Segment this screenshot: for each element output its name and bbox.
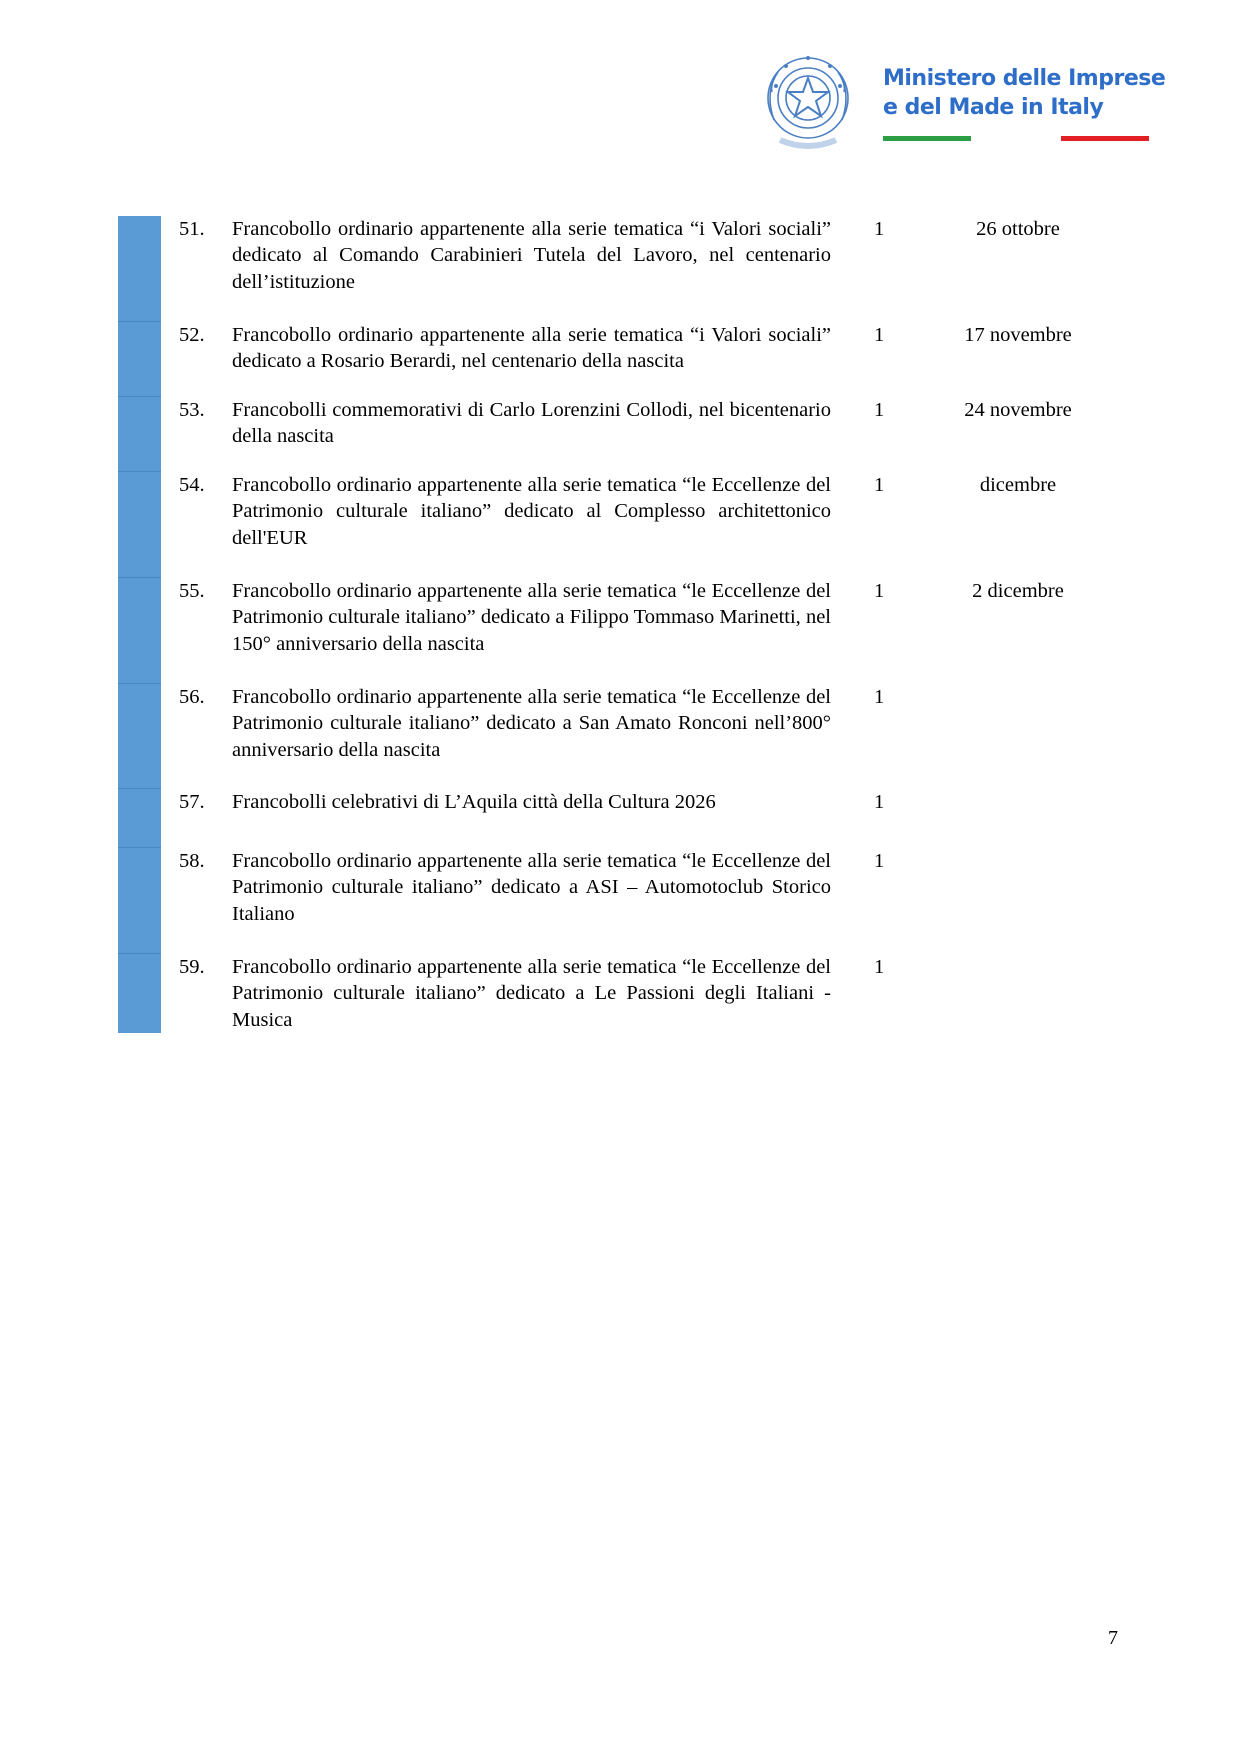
row-number: 58. bbox=[179, 850, 205, 872]
row-band bbox=[118, 577, 161, 683]
row-description: Francobolli celebrativi di L’Aquila città della Cultura 2026 bbox=[232, 791, 716, 813]
row-description: Francobolli commemorativi di Carlo Lorenzini Collodi, nel bicentenario della nascita bbox=[232, 399, 831, 448]
row-number: 53. bbox=[179, 399, 205, 421]
row-number: 52. bbox=[179, 324, 205, 346]
row-date: dicembre bbox=[979, 474, 1057, 496]
row-quantity: 1 bbox=[874, 218, 885, 240]
row-band bbox=[118, 396, 161, 471]
row-description: Francobollo ordinario appartenente alla serie tematica “le Eccellenze del Patrimonio culturale italiano” dedicato a ASI – Automotoclub Storico Italiano bbox=[232, 850, 831, 925]
row-date: 17 novembre bbox=[964, 324, 1072, 346]
row-number: 55. bbox=[179, 580, 205, 602]
row-band bbox=[118, 216, 161, 321]
row-separator bbox=[118, 953, 161, 954]
flag-red-bar bbox=[1061, 136, 1149, 141]
row-separator bbox=[118, 847, 161, 848]
flag-green-bar bbox=[883, 136, 971, 141]
row-number: 57. bbox=[179, 791, 205, 813]
row-band bbox=[118, 683, 161, 788]
row-description: Francobollo ordinario appartenente alla serie tematica “le Eccellenze del Patrimonio culturale italiano” dedicato a Filippo Tommaso Marinetti, nel 150° anniversario della nascita bbox=[232, 580, 831, 655]
row-number: 59. bbox=[179, 956, 205, 978]
row-separator bbox=[118, 321, 161, 322]
row-description: Francobollo ordinario appartenente alla serie tematica “le Eccellenze del Patrimonio culturale italiano” dedicato a Le Passioni degli Italiani - Musica bbox=[232, 956, 831, 1031]
row-description: Francobollo ordinario appartenente alla serie tematica “i Valori sociali” dedicato al Comando Carabinieri Tutela del Lavoro, nel centenario dell’istituzione bbox=[232, 218, 831, 293]
ministry-header bbox=[760, 48, 1166, 163]
row-band bbox=[118, 847, 161, 953]
row-separator bbox=[118, 471, 161, 472]
row-description: Francobollo ordinario appartenente alla serie tematica “i Valori sociali” dedicato a Rosario Berardi, nel centenario della nascita bbox=[232, 324, 831, 373]
row-separator bbox=[118, 788, 161, 789]
row-quantity: 1 bbox=[874, 474, 885, 496]
row-date: 26 ottobre bbox=[976, 218, 1060, 240]
row-separator bbox=[118, 577, 161, 578]
row-band bbox=[118, 788, 161, 847]
row-number: 51. bbox=[179, 218, 205, 240]
row-description: Francobollo ordinario appartenente alla serie tematica “le Eccellenze del Patrimonio culturale italiano” dedicato a San Amato Ronconi nell’800° anniversario della nascita bbox=[232, 686, 831, 761]
row-quantity: 1 bbox=[874, 324, 885, 346]
row-quantity: 1 bbox=[874, 686, 885, 708]
row-band bbox=[118, 471, 161, 577]
page-number: 7 bbox=[1108, 1627, 1118, 1649]
row-quantity: 1 bbox=[874, 850, 885, 872]
row-description: Francobollo ordinario appartenente alla serie tematica “le Eccellenze del Patrimonio culturale italiano” dedicato al Complesso architettonico dell'EUR bbox=[232, 474, 831, 549]
row-band bbox=[118, 321, 161, 396]
row-separator bbox=[118, 683, 161, 684]
ministry-name-line1: Ministero delle Imprese bbox=[883, 66, 1166, 91]
row-quantity: 1 bbox=[874, 399, 885, 421]
row-number: 56. bbox=[179, 686, 205, 708]
row-date: 24 novembre bbox=[964, 399, 1072, 421]
row-separator bbox=[118, 396, 161, 397]
ministry-name bbox=[883, 64, 1166, 122]
row-date: 2 dicembre bbox=[972, 580, 1064, 602]
row-number: 54. bbox=[179, 474, 205, 496]
row-quantity: 1 bbox=[874, 791, 885, 813]
repubblica-italiana-emblem-icon bbox=[760, 48, 856, 158]
row-quantity: 1 bbox=[874, 580, 885, 602]
ministry-name-line2: e del Made in Italy bbox=[883, 95, 1104, 120]
row-quantity: 1 bbox=[874, 956, 885, 978]
row-band bbox=[118, 953, 161, 1033]
